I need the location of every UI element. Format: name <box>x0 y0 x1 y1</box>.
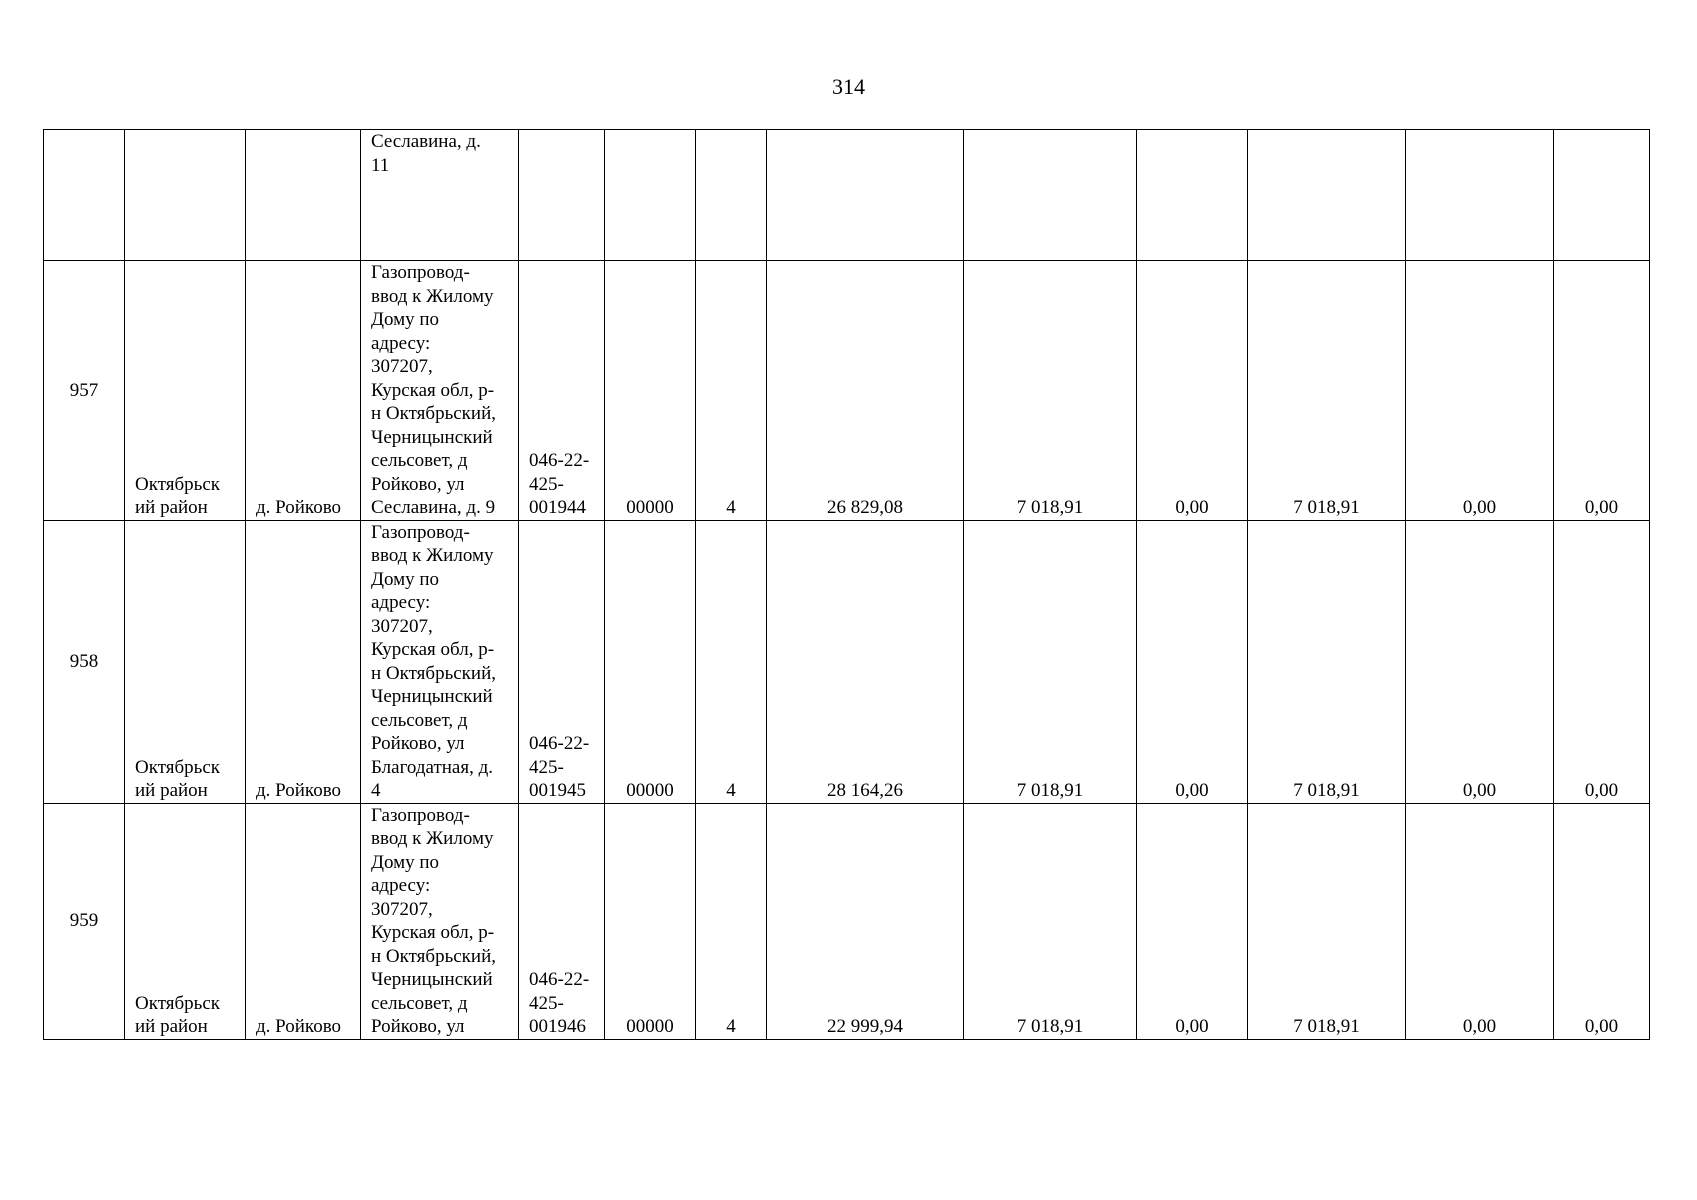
cell-code: 046-22- 425- 001946 <box>519 803 605 1039</box>
cell-v2: 0,00 <box>1137 520 1248 803</box>
cell-num <box>44 130 125 261</box>
cell-v1: 7 018,91 <box>964 520 1137 803</box>
cell-type: 4 <box>696 803 767 1039</box>
cell-amount: 22 999,94 <box>767 803 964 1039</box>
cell-v5: 0,00 <box>1554 520 1650 803</box>
cell-village <box>246 130 361 261</box>
cell-object: Газопровод- ввод к Жилому Дому по адресу: 307207, Курская обл, р- н Октябрьский, Черницынский сельсовет, д Ройково, ул Благодатная, д. 4 <box>361 520 519 803</box>
table-row <box>44 520 1650 803</box>
cell-district: Октябрьск ий район <box>125 803 246 1039</box>
cell-v3: 7 018,91 <box>1248 803 1406 1039</box>
cell-v3: 7 018,91 <box>1248 520 1406 803</box>
cell-code: 046-22- 425- 001945 <box>519 520 605 803</box>
cell-v4: 0,00 <box>1406 261 1554 521</box>
cell-num: 958 <box>44 520 125 803</box>
cell-group: 00000 <box>605 520 696 803</box>
cell-v5: 0,00 <box>1554 803 1650 1039</box>
table-row <box>44 261 1650 521</box>
cell-v1: 7 018,91 <box>964 803 1137 1039</box>
registry-table <box>43 129 1650 1040</box>
table-row <box>44 803 1650 1039</box>
cell-amount: 26 829,08 <box>767 261 964 521</box>
cell-v3 <box>1248 130 1406 261</box>
cell-object: Газопровод- ввод к Жилому Дому по адресу: 307207, Курская обл, р- н Октябрьский, Черницынский сельсовет, д Ройково, ул <box>361 803 519 1039</box>
cell-object: Газопровод- ввод к Жилому Дому по адресу: 307207, Курская обл, р- н Октябрьский, Черницынский сельсовет, д Ройково, ул Сеславина, д. 9 <box>361 261 519 521</box>
cell-num: 959 <box>44 803 125 1039</box>
cell-village: д. Ройково <box>246 520 361 803</box>
cell-district: Октябрьск ий район <box>125 261 246 521</box>
cell-amount <box>767 130 964 261</box>
cell-district <box>125 130 246 261</box>
cell-code <box>519 130 605 261</box>
cell-v2: 0,00 <box>1137 261 1248 521</box>
cell-group <box>605 130 696 261</box>
cell-num: 957 <box>44 261 125 521</box>
cell-village: д. Ройково <box>246 261 361 521</box>
cell-v5 <box>1554 130 1650 261</box>
cell-v5: 0,00 <box>1554 261 1650 521</box>
cell-type: 4 <box>696 261 767 521</box>
cell-amount: 28 164,26 <box>767 520 964 803</box>
cell-v2: 0,00 <box>1137 803 1248 1039</box>
cell-code: 046-22- 425- 001944 <box>519 261 605 521</box>
cell-v4: 0,00 <box>1406 803 1554 1039</box>
cell-v4: 0,00 <box>1406 520 1554 803</box>
cell-village: д. Ройково <box>246 803 361 1039</box>
page-number: 314 <box>832 74 865 99</box>
cell-v1: 7 018,91 <box>964 261 1137 521</box>
cell-v4 <box>1406 130 1554 261</box>
cell-type: 4 <box>696 520 767 803</box>
cell-v1 <box>964 130 1137 261</box>
cell-group: 00000 <box>605 803 696 1039</box>
cell-object: Сеславина, д. 11 <box>361 130 519 261</box>
table-row-continuation <box>44 130 1650 261</box>
cell-v3: 7 018,91 <box>1248 261 1406 521</box>
cell-type <box>696 130 767 261</box>
cell-district: Октябрьск ий район <box>125 520 246 803</box>
cell-v2 <box>1137 130 1248 261</box>
cell-group: 00000 <box>605 261 696 521</box>
